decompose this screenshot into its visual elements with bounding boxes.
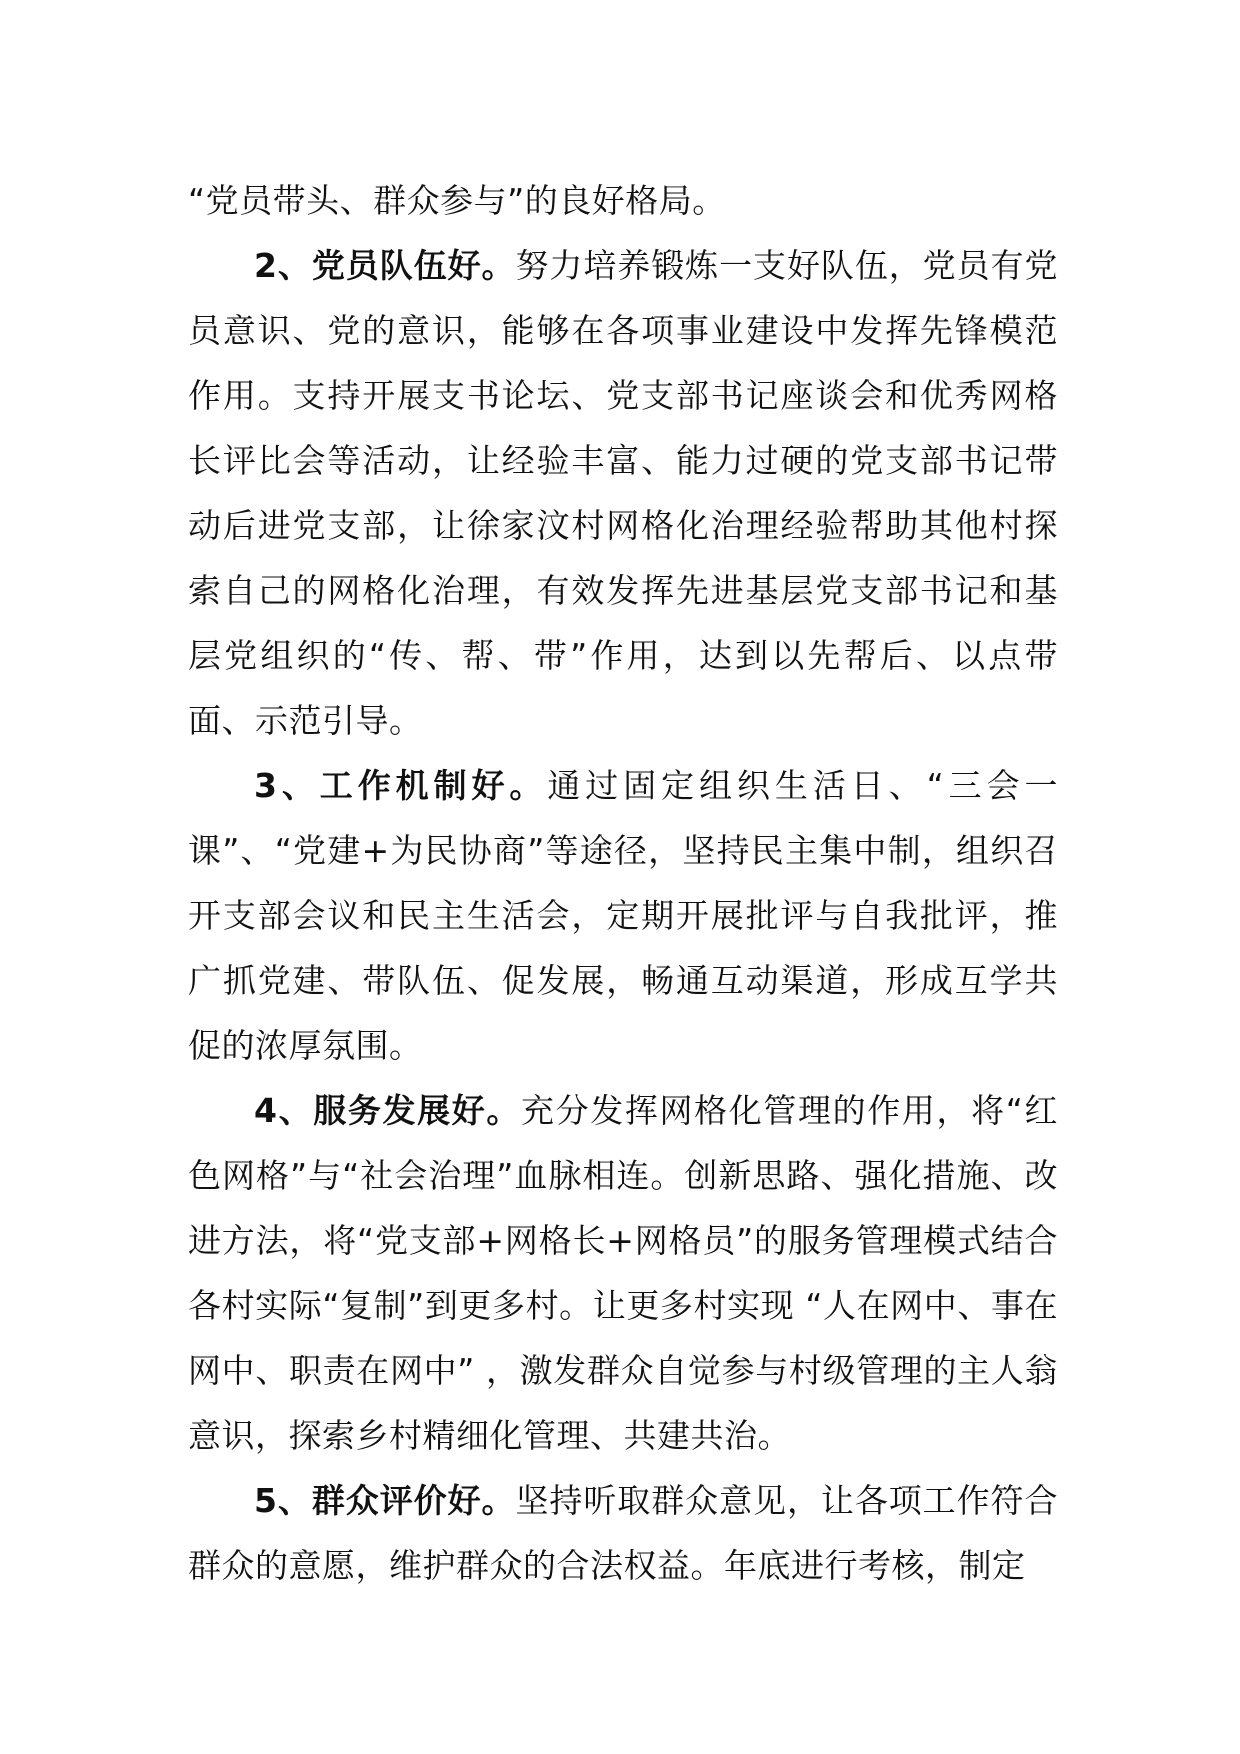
paragraph-heading: 2、党员队伍好。 (254, 246, 516, 285)
paragraph-heading: 3、工作机制好。 (254, 766, 548, 805)
paragraph-service-development (188, 1078, 1058, 1468)
paragraph-text: “党员带头、群众参与”的良好格局。 (188, 181, 726, 220)
paragraph-work-mechanism (188, 753, 1058, 1078)
paragraph-text: 努力培养锻炼一支好队伍，党员有党员意识、党的意识，能够在各项事业建设中发挥先锋模范作用。支持开展支书论坛、党支部书记座谈会和优秀网格长评比会等活动，让经验丰富、能力过硬的党支部书记带动后进党支部，让徐家汶村网格化治理经验帮助其他村探索自己的网格化治理，有效发挥先进基层党支部书记和基层党组织的“传、帮、带”作用，达到以先帮后、以点带面、示范引导。 (188, 246, 1058, 740)
paragraph-text: 坚持听取群众意见，让各项工作符合群众的意愿，维护群众的合法权益。年底进行考核，制定 (188, 1481, 1058, 1585)
paragraph-party-members (188, 233, 1058, 753)
paragraph-heading: 5、群众评价好。 (254, 1481, 516, 1520)
paragraph-text: 充分发挥网格化管理的作用，将“红色网格”与“社会治理”血脉相连。创新思路、强化措施、改进方法，将“党支部+网格长+网格员”的服务管理模式结合各村实际“复制”到更多村。让更多村实现 “人在网中、事在网中、职责在网中” ，激发群众自觉参与村级管理的主人翁意识，探索乡村精细化管理、共建共治。 (188, 1091, 1058, 1455)
paragraph-intro-continuation (188, 168, 1058, 233)
paragraph-text: 通过固定组织生活日、“三会一课”、“党建+为民协商”等途径，坚持民主集中制，组织召开支部会议和民主生活会，定期开展批评与自我批评，推广抓党建、带队伍、促发展，畅通互动渠道，形成互学共促的浓厚氛围。 (188, 766, 1058, 1065)
document-body (188, 168, 1058, 1598)
paragraph-public-evaluation (188, 1468, 1058, 1598)
paragraph-heading: 4、服务发展好。 (254, 1091, 521, 1130)
